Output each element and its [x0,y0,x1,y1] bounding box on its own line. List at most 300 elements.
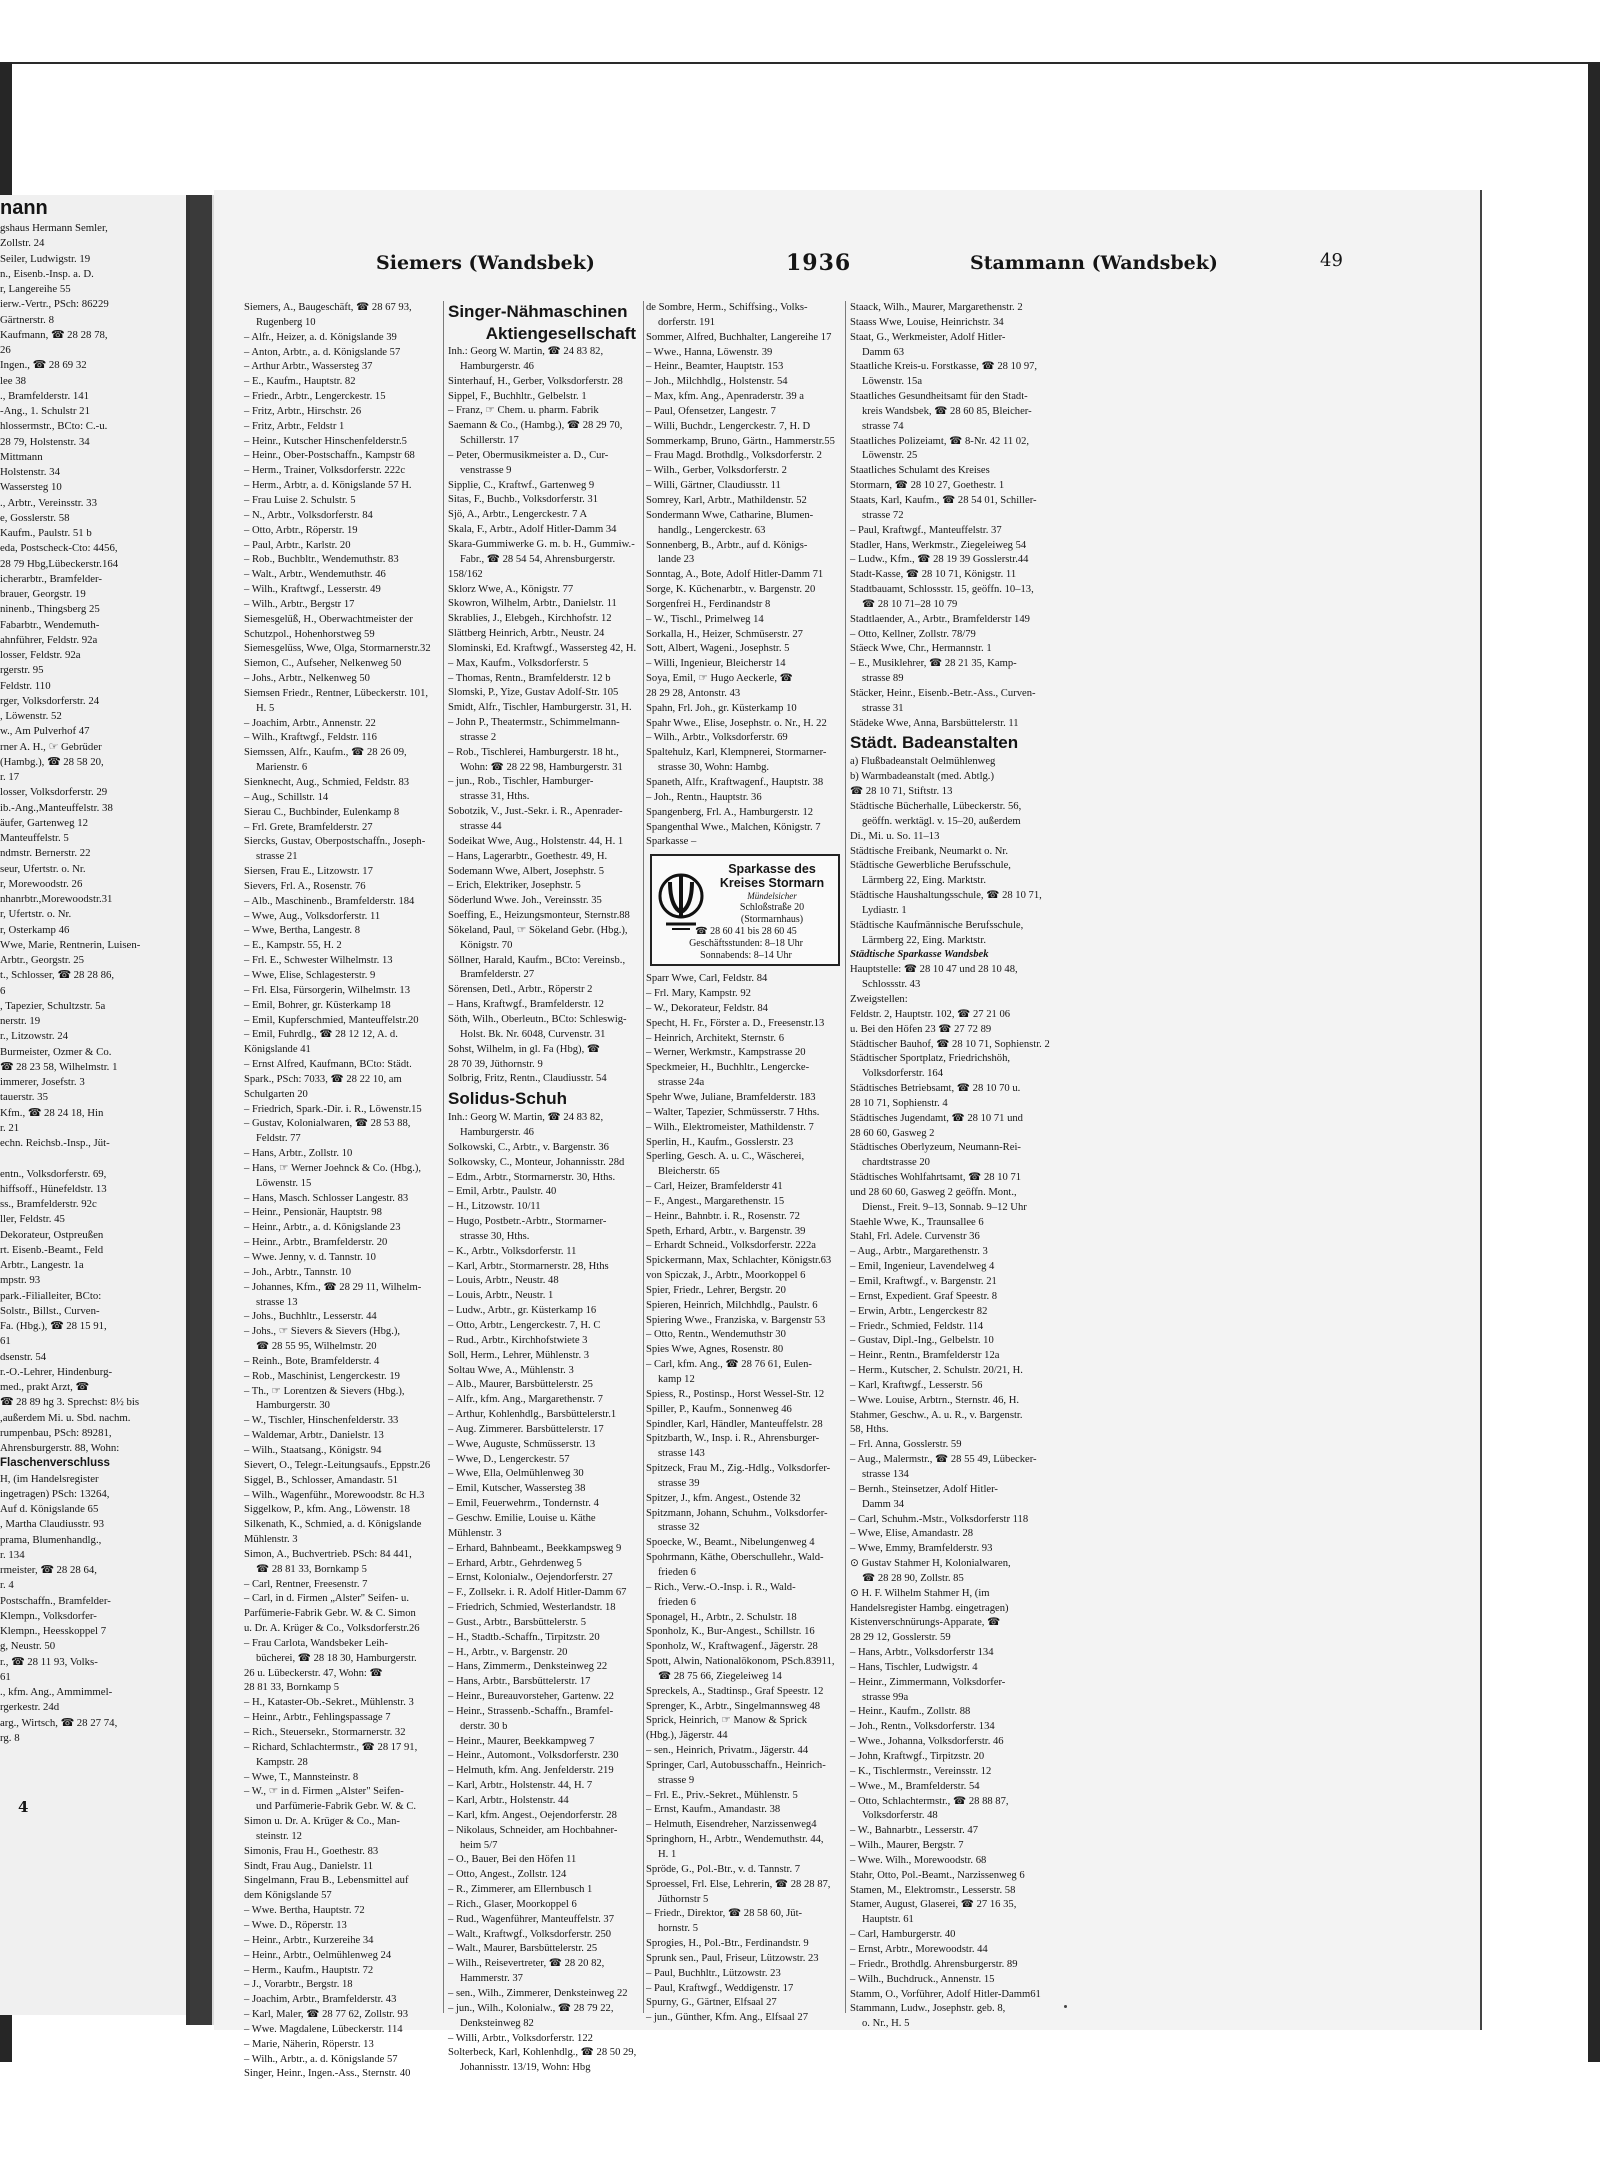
directory-entry-line: Sinterhauf, H., Gerber, Volksdorferstr. 28 [448,375,623,387]
directory-entry-line: – Wwe, Elise, Schlagesterstr. 9 [244,969,376,981]
directory-entry-line: – Aug. Zimmerer. Barsbüttelerstr. 17 [448,1423,604,1435]
directory-entry-line: – Friedr., Direktor, ☎ 28 58 60, Jüt- [646,1908,803,1920]
directory-entry-line: Spreckels, A., Stadtinsp., Graf Speestr. 12 [646,1685,824,1697]
directory-entry-line: 158/162 [448,568,483,580]
directory-entry-line: Skrablies, J., Elebgeh., Kirchhofstr. 12 [448,613,612,625]
directory-entry-line: – Reinh., Bote, Bramfelderstr. 4 [244,1355,380,1367]
directory-entry-line: Städtischer Sportplatz, Friedrichshöh, [850,1053,1011,1065]
directory-entry-line: Sklorz Wwe, A., Königstr. 77 [448,583,574,595]
directory-entry-line: Staatliches Gesundheitsamt für den Stadt- [850,391,1028,403]
directory-entry-line: – Heinr., Bahnbtr. i. R., Rosenstr. 72 [646,1210,800,1222]
left-page-line: Ahrensburgerstr. 88, Wohn: [0,1442,120,1454]
directory-entry-line: Sommer, Alfred, Buchhalter, Langereihe 17 [646,331,832,343]
directory-entry-line: – Carl, Heizer, Bramfelderstr 41 [646,1181,783,1193]
directory-entry-line: Sprunk sen., Paul, Friseur, Lützowstr. 23 [646,1952,819,1964]
directory-entry-line: Lärmberg 22, Eing. Marktstr. [862,934,986,946]
book-gutter [190,195,212,2025]
directory-entry-line: bücherei, ☎ 28 18 30, Hamburgerstr. [256,1652,417,1664]
left-page-line: , Löwenstr. 52 [0,710,62,722]
directory-entry-line: Sievert, O., Telegr.-Leitungsaufs., Eppstr.26 [244,1459,431,1471]
directory-entry-line: Sobotzik, V., Just.-Sekr. i. R., Apenrader- [448,806,623,818]
directory-entry-line: ⊙ H. F. Wilhelm Stahmer H, (im [850,1587,990,1599]
directory-entry-line: – Alb., Maurer, Barsbüttelerstr. 25 [448,1379,593,1391]
directory-entry-line: ☎ 28 10 71–28 10 79 [862,598,958,610]
directory-entry-line: – Alfr., Heizer, a. d. Königslande 39 [244,331,397,343]
left-page-line: (Hambg.), ☎ 28 58 20, [0,755,104,768]
directory-entry-line: und 28 60 60, Gasweg 2 geöffn. Mont., [850,1186,1017,1198]
column-rule-1 [443,301,444,2013]
left-page-line: e, Gosslerstr. 58 [0,511,70,524]
directory-entry-line: – Wwe, Emmy, Bramfelderstr. 93 [850,1543,993,1555]
left-page-line: losser, Feldstr. 92a [0,649,81,661]
directory-entry-line: – Wwe. D., Röperstr. 13 [244,1919,347,1931]
sparkasse-hours-saturday: Sonnabends: 8–14 Uhr [700,950,792,962]
directory-entry-line: – Helmuth, Eisendreher, Narzissenweg4 [646,1819,817,1831]
sparkasse-name-2: Kreises Stormarn [719,876,825,891]
directory-entry-line: – Wwe, Bertha, Langestr. 8 [244,925,361,937]
directory-entry-line: Bramfelderstr. 27 [460,969,535,981]
directory-entry-line: – Alfr., kfm. Ang., Margarethenstr. 7 [448,1394,603,1406]
directory-entry-line: Stamen, M., Elektromstr., Lesserstr. 58 [850,1884,1016,1896]
directory-entry-line: Simonis, Frau H., Goethestr. 83 [244,1845,379,1857]
directory-entry-line: – W., Dekorateur, Feldstr. 84 [646,1002,768,1014]
directory-entry-line: – Paul, Buchhltr., Lützowstr. 23 [646,1967,781,1979]
directory-entry-line: – Gustav, Dipl.-Ing., Gelbelstr. 10 [850,1335,994,1347]
directory-entry-line: – Louis, Arbtr., Neustr. 1 [448,1290,554,1302]
directory-entry-line: – Louis, Arbtr., Neustr. 48 [448,1275,559,1287]
left-page-line: w., Am Pulverhof 47 [0,725,90,738]
left-page-line: H, (im Handelsregister [0,1472,99,1485]
directory-entry-line: Speckmeier, H., Buchhltr., Lengercke- [646,1062,810,1074]
directory-entry-line: – Karl, Arbtr., Holstenstr. 44, H. 7 [448,1780,593,1792]
directory-entry-line: ☎ 28 10 71, Stiftstr. 13 [850,786,953,798]
directory-entry-line: 28 29 12, Gosslerstr. 59 [850,1632,951,1644]
directory-entry-line: Inh.: Georg W. Martin, ☎ 24 83 82, [448,346,604,357]
directory-entry-line: Inh.: Georg W. Martin, ☎ 24 83 82, [448,1112,604,1124]
directory-entry-line: Stäcker, Heinr., Eisenb.-Betr.-Ass., Curven- [850,687,1036,699]
left-page-line: Fabarbtr., Wendemuth- [0,618,100,631]
left-page-line: r., Litzowstr. 24 [0,1030,69,1043]
directory-entry-line: Staehle Wwe, K., Traunsallee 6 [850,1216,984,1228]
left-page-heading: nann [0,197,48,219]
sparkasse-building: (Stormarnhaus) [740,914,804,926]
directory-entry-line: Sperling, Gesch. A. u. C., Wäscherei, [646,1151,805,1163]
directory-entry-line: strasse 44 [460,821,502,832]
directory-entry-line: – Frl. E., Schwester Wilhelmstr. 13 [244,955,393,967]
left-page-line: hiffsoff., Hünefeldstr. 13 [0,1182,107,1195]
directory-entry-line: Sodemann Wwe, Albert, Josephstr. 5 [448,865,605,877]
directory-entry-line: – jun., Günther, Kfm. Ang., Elfsaal 27 [646,2012,808,2024]
left-page-line: Flaschenverschluss [0,1457,110,1470]
left-page-column [0,195,190,1746]
left-page-line: n., Eisenb.-Insp. a. D. [0,267,94,280]
directory-entry-line: Söllner, Harald, Kaufm., BCto: Vereinsb., [448,954,626,966]
directory-entry-line: Stadler, Hans, Werkmstr., Ziegeleiweg 54 [850,539,1027,551]
directory-entry-line: – Wilh., Staatsang., Königstr. 94 [244,1444,382,1456]
directory-entry-line: – Friedrich, Spark.-Dir. i. R., Löwenstr.15 [244,1103,422,1115]
directory-entry-line: – Erwin, Arbtr., Lengerckestr 82 [850,1305,988,1317]
directory-entry-line: – Wilh., Buchdruck., Annenstr. 15 [850,1973,995,1985]
directory-entry-line: Sponholz, K., Bur-Angest., Schillstr. 16 [646,1626,815,1638]
directory-entry-line: – Wilh., Reisevertreter, ☎ 28 20 82, [448,1958,605,1970]
directory-entry-line: Spindler, Karl, Händler, Manteuffelstr. 28 [646,1418,823,1430]
directory-entry-line: 28 70 39, Jüthornstr. 9 [448,1058,543,1070]
left-page-line: Arbtr., Georgstr. 25 [0,954,85,966]
directory-entry-line: Slättberg Heinrich, Arbtr., Neustr. 24 [448,628,605,640]
directory-column-1 [244,301,440,2080]
directory-entry-line: – W., Tischl., Primelweg 14 [646,613,764,625]
directory-entry-line: Spies Wwe, Agnes, Rosenstr. 80 [646,1344,784,1356]
directory-entry-line: – Wwe., Hanna, Löwenstr. 39 [646,346,773,358]
sparkasse-name-1: Sparkasse des [728,862,816,877]
directory-entry-line: – Ernst, Expedient. Graf Speestr. 8 [850,1290,998,1302]
directory-entry-line: o. Nr., H. 5 [862,2018,910,2030]
directory-entry-line: – Johs., Buchhltr., Lesserstr. 44 [244,1311,377,1323]
directory-entry-line: Sommerkamp, Bruno, Gärtn., Hammerstr.55 [646,435,835,447]
directory-entry-line: Sorkalla, H., Heizer, Schmüserstr. 27 [646,628,803,640]
directory-entry-line: – Heinrich, Architekt, Sternstr. 6 [646,1032,784,1044]
directory-entry-line: Sprogies, H., Pol.-Btr., Ferdinandstr. 9 [646,1938,809,1950]
directory-entry-line: – Max, kfm. Ang., Apenraderstr. 39 a [646,391,804,403]
directory-entry-line: – Wwe. Bertha, Hauptstr. 72 [244,1905,365,1917]
directory-entry-line: – Frau Magd. Brothdlg., Volksdorferstr. 2 [646,450,822,462]
directory-entry-line: – Walt., Arbtr., Wendemuthstr. 46 [244,569,386,581]
directory-entry-line: Solbrig, Fritz, Rentn., Claudiusstr. 54 [448,1073,607,1085]
directory-entry-line: – Rob., Tischlerei, Hamburgerstr. 18 ht., [448,746,619,758]
left-page-line: med., prakt Arzt, ☎ [0,1381,90,1393]
directory-entry-line: – Rich., Steuersekr., Stormarnerstr. 32 [244,1727,406,1738]
directory-entry-line: Schlossstr. 43 [862,979,921,991]
left-page-line: icherarbtr., Bramfelder- [0,572,103,585]
directory-entry-line: – Frl. Anna, Gosslerstr. 59 [850,1439,962,1451]
directory-entry-line: Handelsregister Hambg. eingetragen) [850,1602,1009,1614]
directory-entry-line: – Friedr., Brothdlg. Ahrensburgerstr. 89 [850,1958,1018,1970]
directory-entry-line: – H., Stadtb.-Schaffn., Tirpitzstr. 20 [448,1631,600,1643]
directory-entry-line: Spitzmann, Johann, Schuhm., Volksdorfer- [646,1507,828,1519]
directory-entry-line: Mühlenstr. 3 [448,1527,502,1539]
left-page-line: rner A. H., ☞ Gebrüder [0,740,102,753]
left-page-line: ,außerdem Mi. u. Sbd. nachm. [0,1411,131,1424]
directory-entry-line: Spiering Wwe., Franziska, v. Bargenstr 53 [646,1314,826,1326]
directory-entry-line: Rugenberg 10 [256,316,316,328]
directory-entry-line: Spaneth, Alfr., Kraftwagenf., Hauptstr. 38 [646,777,824,788]
directory-entry-line: Sparkasse – [646,836,697,848]
directory-entry-line: ☎ 28 75 66, Ziegeleiweg 14 [658,1670,782,1682]
directory-entry-line: frieden 6 [658,1566,696,1578]
directory-entry-line: – Aug., Arbtr., Margarethenstr. 3 [850,1246,988,1258]
directory-entry-line: – Joachim, Arbtr., Bramfelderstr. 43 [244,1994,397,2006]
directory-entry-line: H. 5 [256,702,275,714]
directory-entry-line: – Wilh., Arbtr., Volksdorferstr. 69 [646,732,788,744]
directory-entry-line: Sponholz, W., Kraftwagenf., Jägerstr. 28 [646,1641,818,1653]
directory-entry-line: – Hugo, Postbetr.-Arbtr., Stormarner- [448,1216,607,1228]
directory-entry-line: strasse 24a [658,1077,705,1089]
directory-entry-line: – Hans, ☞ Werner Joehnck & Co. (Hbg.), [244,1162,422,1174]
directory-entry-line: Sipplie, C., Kraftwf., Gartenweg 9 [448,479,595,491]
directory-entry-line: Sondermann Wwe, Catharine, Blumen- [646,509,814,521]
left-page-line: rger, Volksdorferstr. 24 [0,694,100,707]
directory-entry-line: – Wwe, Ella, Oelmühlenweg 30 [448,1468,584,1480]
directory-entry-line: – Wilh., Maurer, Bergstr. 7 [850,1840,964,1852]
directory-entry-line: ☎ 28 55 95, Wilhelmstr. 20 [256,1341,377,1353]
directory-entry-line: – Th., ☞ Lorentzen & Sievers (Hbg.), [244,1385,405,1397]
directory-entry-line: – Aug., Malermstr., ☎ 28 55 49, Lübecker- [850,1454,1037,1466]
directory-entry-line: – Wilh., Arbtr., Bergstr 17 [244,598,355,610]
directory-entry-line: – F., Angest., Margarethenstr. 15 [646,1195,785,1207]
directory-entry-line: Siggel, B., Schlosser, Amandastr. 51 [244,1474,399,1486]
directory-entry-line: – Emil, Kraftwgf., v. Bargenstr. 21 [850,1276,997,1287]
scan-border-right [1588,62,1600,2062]
directory-entry-line: – Johs., Arbtr., Nelkenweg 50 [244,673,370,685]
directory-entry-line: – Heinr., Strassenb.-Schaffn., Bramfel- [448,1705,614,1717]
sparkasse-address: Schloßstraße 20 [739,902,805,914]
left-page-line: Kaufm., Paulstr. 51 b [0,527,92,539]
directory-entry-line: Sprenger, K., Arbtr., Singelmannsweg 48 [646,1700,821,1712]
left-page-line: r, Ufertstr. o. Nr. [0,908,72,921]
left-page-line: 61 [0,1670,11,1683]
directory-entry-line: ☎ 28 28 90, Zollstr. 85 [862,1572,964,1584]
directory-entry-line: – Walt., Maurer, Barsbüttelerstr. 25 [448,1943,598,1955]
directory-entry-line: Hamburgerstr. 46 [460,1127,534,1139]
left-page-line: lee 38 [0,374,27,387]
directory-entry-line: Soya, Emil, ☞ Hugo Aeckerle, ☎ [646,673,793,685]
left-page-line: r. 17 [0,771,20,783]
directory-entry-line: – sen., Wilh., Zimmerer, Denksteinweg 22 [448,1987,628,1999]
directory-entry-line: – Gust., Arbtr., Barsbüttelerstr. 5 [448,1616,587,1628]
directory-entry-line: Söth, Wilh., Oberleutn., BCto: Schleswig- [448,1013,627,1025]
directory-entry-line: de Sombre, Herm., Schiffsing., Volks- [646,302,808,313]
directory-entry-line: Zweigstellen: [850,993,908,1005]
directory-entry-line: – Erhard, Arbtr., Gehrdenweg 5 [448,1557,582,1569]
directory-entry-line: strasse 30, Wohn: Hambg. [658,762,770,774]
left-page-line: ller, Feldstr. 45 [0,1213,65,1226]
print-speck [1064,2005,1067,2008]
directory-entry-line: – Erhard, Bahnbeamt., Beekkampsweg 9 [448,1542,622,1554]
left-page-line: ib.-Ang.,Manteuffelstr. 38 [0,801,113,814]
directory-entry-line: – Ludw., Kfm., ☎ 28 19 39 Gosslerstr.44 [850,554,1029,566]
left-page-line: rumpenbau, PSch: 89281, [0,1426,112,1439]
directory-entry-line: 58, Hths. [850,1424,889,1436]
left-page-line: 26 [0,344,11,356]
left-page-line: , Tapezier, Schultzstr. 5a [0,999,106,1012]
directory-entry-line: – Heinr., Arbtr., Bramfelderstr. 20 [244,1237,388,1249]
left-page-line: ndmstr. Bernerstr. 22 [0,847,91,860]
directory-entry-line: derstr. 30 b [460,1720,508,1732]
directory-entry-line: – J., Vorarbtr., Bergstr. 18 [244,1979,353,1991]
directory-entry-line: – Friedr., Schmied, Feldstr. 114 [850,1320,984,1332]
directory-entry-line: Stahr, Otto, Pol.-Beamt., Narzissenweg 6 [850,1869,1025,1881]
column-rule-3 [845,301,846,2013]
directory-entry-line: Sienknecht, Aug., Schmied, Feldstr. 83 [244,777,410,788]
directory-entry-line: geöffn. werktägl. v. 15–20, außerdem [862,815,1021,827]
directory-entry-line: Damm 34 [862,1498,905,1510]
directory-entry-line: – Bernh., Steinsetzer, Adolf Hitler- [850,1483,998,1495]
directory-entry-line: – Ernst Alfred, Kaufmann, BCto: Städt. [244,1059,412,1071]
directory-entry-line: kreis Wandsbek, ☎ 28 60 85, Bleicher- [862,405,1032,417]
directory-entry-line: Löwenstr. 25 [862,450,918,462]
directory-entry-line: Sievers, Frl. A., Rosenstr. 76 [244,880,366,892]
left-page-line: Burmeister, Ozmer & Co. [0,1045,112,1058]
directory-entry-line: – Heinr., Pensionär, Hauptstr. 98 [244,1207,382,1219]
directory-entry-line: Siersen, Frau E., Litzowstr. 17 [244,866,373,878]
left-page-line: rmeister, ☎ 28 28 64, [0,1564,97,1576]
directory-entry-line: – K., Arbtr., Volksdorferstr. 11 [448,1245,577,1257]
directory-entry-line: 28 60 60, Gasweg 2 [850,1127,935,1139]
directory-entry-line: – Carl, kfm. Ang., ☎ 28 76 61, Eulen- [646,1359,812,1371]
directory-entry-line: Spangenthal Wwe., Malchen, Königstr. 7 [646,821,821,833]
directory-entry-line: – Max, Kaufm., Volksdorferstr. 5 [448,657,589,669]
directory-entry-line: Sierau C., Buchbinder, Eulenkamp 8 [244,806,400,818]
directory-entry-line: Hammerstr. 37 [460,1973,523,1985]
directory-entry-line: Soltau Wwe, A., Mühlenstr. 3 [448,1364,574,1376]
directory-entry-line: Spröde, G., Pol.-Btr., v. d. Tannstr. 7 [646,1863,801,1875]
directory-entry-line: – Emil, Kutscher, Wassersteg 38 [448,1483,586,1495]
directory-entry-line: strasse 31 [862,702,904,714]
directory-entry-line: Spiess, R., Postinsp., Horst Wessel-Str. 12 [646,1388,825,1400]
directory-entry-line: Jüthornstr 5 [658,1893,709,1905]
directory-entry-line: Staat, G., Werkmeister, Adolf Hitler- [850,331,1006,343]
directory-entry-line: – Joh., Rentn., Hauptstr. 36 [646,791,762,803]
left-page-line: Wassersteg 10 [0,481,62,494]
directory-entry-line: – O., Bauer, Bei den Höfen 11 [448,1854,577,1866]
directory-entry-line: – Wwe. Magdalene, Lübeckerstr. 114 [244,2023,403,2035]
directory-entry-line: – Paul, Ofensetzer, Langestr. 7 [646,405,776,417]
directory-entry-line: Springhorn, H., Arbtr., Wendemuthstr. 44, [646,1834,824,1846]
directory-entry-line: – Helmuth, kfm. Ang. Jenfelderstr. 219 [448,1765,614,1777]
directory-entry-line: Löwenstr. 15a [862,376,923,388]
directory-entry-line: – Hans, Tischler, Ludwigstr. 4 [850,1661,978,1673]
directory-entry-line: – Ernst, Arbtr., Morewoodstr. 44 [850,1943,988,1955]
directory-entry-line: – Heinr., Ober-Postschaffn., Kampstr 68 [244,450,415,462]
directory-entry-line: Städtisches Wohlfahrtsamt, ☎ 28 10 71 [850,1172,1022,1184]
directory-entry-line: Slomski, P., Yize, Gustav Adolf-Str. 105 [448,687,619,699]
left-page-line: t., Schlosser, ☎ 28 28 86, [0,969,115,982]
directory-entry-line: – jun., Wilh., Kolonialw., ☎ 28 79 22, [448,2002,614,2014]
directory-entry-line: – Paul, Kraftwgf., Manteuffelstr. 37 [850,524,1002,536]
directory-entry-line: Spohrmann, Käthe, Oberschullehr., Wald- [646,1552,824,1564]
directory-entry-line: strasse 30, Hths. [460,1230,530,1242]
directory-entry-line: – Arthur, Kohlenhdlg., Barsbüttelerstr.1 [448,1409,617,1421]
directory-entry-line: – Aug., Schillstr. 14 [244,791,329,803]
left-page-line: 6 [0,984,6,997]
directory-entry-line: Simon u. Dr. A. Krüger & Co., Man- [244,1816,400,1828]
left-page-line: 28 79, Holstenstr. 34 [0,435,90,448]
directory-entry-line: lande 23 [658,554,695,566]
left-page-line: brauer, Georgstr. 19 [0,588,86,600]
directory-entry-line: Sponagel, H., Arbtr., 2. Schulstr. 18 [646,1611,797,1623]
directory-entry-line: – Willi, Gärtner, Claudiusstr. 11 [646,480,781,492]
directory-entry-line: Lärmberg 22, Eing. Marktstr. [862,875,986,887]
directory-entry-line: Spoecke, W., Beamt., Nibelungenweg 4 [646,1537,815,1549]
directory-entry-line: kamp 12 [658,1374,695,1385]
directory-entry-line: Staats, Karl, Kaufm., ☎ 28 54 01, Schiller- [850,494,1037,506]
directory-entry-line: – Frau Luise 2. Schulstr. 5 [244,494,356,506]
directory-entry-line: Spiller, P., Kaufm., Sonnenweg 46 [646,1403,792,1415]
directory-entry-line: – Peter, Obermusikmeister a. D., Cur- [448,449,609,461]
directory-entry-line: Slominski, Ed. Kraftwgf., Wassersteg 42, H. [448,642,637,654]
directory-entry-line: – Alb., Maschinenb., Bramfelderstr. 184 [244,895,415,907]
directory-entry-line: Spahn, Frl. Joh., gr. Küsterkamp 10 [646,702,797,714]
directory-entry-line: – Wwe., M., Bramfelderstr. 54 [850,1780,980,1792]
directory-entry-line: Volksdorferstr. 164 [862,1068,944,1080]
directory-entry-line: – Hans, Arbtr., Barsbüttelerstr. 17 [448,1676,591,1688]
directory-entry-line: dorferstr. 191 [658,316,716,328]
left-page-line: g, Neustr. 50 [0,1640,56,1653]
header-left-running-title: Siemers (Wandsbek) [376,252,595,274]
directory-entry-line: Kampstr. 28 [256,1756,308,1768]
directory-entry-line: – Otto, Kellner, Zollstr. 78/79 [850,628,976,640]
directory-entry-line: – Friedrich, Schmied, Westerlandstr. 18 [448,1602,616,1614]
left-page-line: dsenstr. 54 [0,1350,47,1363]
directory-entry-line: – Heinr., Beamter, Hauptstr. 153 [646,361,784,373]
directory-entry-line: Sperlin, H., Kaufm., Gosslerstr. 23 [646,1136,794,1148]
directory-entry-line: – Emil, Fuhrdlg., ☎ 28 12 12, A. d. [244,1029,398,1041]
directory-entry-line: – Arthur Arbtr., Wassersteg 37 [244,361,373,373]
directory-entry-line: Siercks, Gustav, Oberpostschaffn., Joseph- [244,836,426,848]
directory-entry-line: – Emil, Bohrer, gr. Küsterkamp 18 [244,999,391,1011]
directory-entry-line: Solterbeck, Karl, Kohlenhdlg., ☎ 28 50 29, [448,2047,637,2059]
directory-entry-line: Stadt-Kasse, ☎ 28 10 71, Königstr. 11 [850,569,1017,581]
badeanstalten-heading: Städt. Badeanstalten [850,733,1019,753]
directory-entry-line: – John P., Theatermstr., Schimmelmann- [448,717,620,729]
directory-entry-line: – Heinr., Arbtr., Fehlingspassage 7 [244,1712,391,1724]
directory-entry-line: – Wwe, Auguste, Schmüsserstr. 13 [448,1438,596,1450]
directory-entry-line: strasse 143 [658,1448,705,1460]
directory-entry-line: – Joh., Arbtr., Tannstr. 10 [244,1266,352,1278]
directory-entry-line: – Wilh., Kraftwgf., Lesserstr. 49 [244,584,381,596]
directory-entry-line: – Carl, in d. Firmen „Alster" Seifen- u. [244,1593,409,1605]
directory-entry-line: 26 u. Lübeckerstr. 47, Wohn: ☎ [244,1667,383,1679]
directory-entry-line: Sohst, Wilhelm, in gl. Fa (Hbg), ☎ [448,1043,601,1055]
left-page-line: 61 [0,1335,11,1348]
directory-entry-line: Solkowsky, C., Monteur, Johannisstr. 28d [448,1156,625,1168]
left-page-line: rg. 8 [0,1731,20,1744]
directory-entry-line: – Richard, Schlachtermstr., ☎ 28 17 91, [244,1741,418,1753]
directory-entry-line: Marienstr. 6 [256,762,308,774]
directory-entry-line: Siemers, A., Baugeschäft, ☎ 28 67 93, [244,302,412,313]
directory-entry-line: – Johs., ☞ Sievers & Sievers (Hbg.), [244,1326,401,1338]
directory-entry-line: – Franz, ☞ Chem. u. pharm. Fabrik [448,405,599,417]
left-page-line: Kaufmann, ☎ 28 28 78, [0,328,108,341]
directory-entry-line: – Otto, Angest., Zollstr. 124 [448,1869,567,1881]
singer-advert-title: Singer-Nähmaschinen [448,302,628,321]
solidus-schuh-advert: Solidus-Schuh [448,1089,567,1109]
directory-entry-line: – Walter, Tapezier, Schmüsserstr. 7 Hths. [646,1106,820,1118]
directory-entry-line: – Friedr., Arbtr., Lengerckestr. 15 [244,391,386,403]
directory-entry-line: Sjö, A., Arbtr., Lengerckestr. 7 A [448,509,588,521]
directory-column-4 [850,301,1060,2030]
left-page-line: nerstr. 19 [0,1015,41,1027]
directory-entry-line: – Heinr., Arbtr., a. d. Königslande 23 [244,1222,401,1234]
directory-entry-line: – Emil, Kupferschmied, Manteuffelstr.20 [244,1014,419,1026]
directory-entry-line: – Heinr., Arbtr., Kurzereihe 34 [244,1934,374,1946]
directory-entry-line: – Otto, Arbtr., Röperstr. 19 [244,524,358,536]
directory-entry-line: strasse 21 [256,851,298,863]
left-page-line: r. 134 [0,1548,25,1561]
directory-entry-line: Städtischer Bauhof, ☎ 28 10 71, Sophienstr. 2 [850,1038,1050,1050]
left-page-line: echn. Reichsb.-Insp., Jüt- [0,1137,110,1149]
directory-entry-line: – sen., Heinrich, Privatm., Jägerstr. 44 [646,1745,809,1757]
directory-entry-line: strasse 72 [862,509,904,521]
left-page-line: r., ☎ 28 11 93, Volks- [0,1655,98,1668]
directory-entry-line: – Hans, Arbtr., Zollstr. 10 [244,1148,353,1160]
directory-entry-line: Stamm, O., Vorführer, Adolf Hitler-Damm61 [850,1988,1041,2000]
directory-entry-line: Speth, Erhard, Arbtr., v. Bargenstr. 39 [646,1225,806,1237]
directory-entry-line: – Frl. Grete, Bramfelderstr. 27 [244,821,373,833]
left-page-line [0,1151,190,1166]
left-page-line: Manteuffelstr. 5 [0,832,69,844]
directory-entry-line: Johannisstr. 13/19, Wohn: Hbg [460,2062,591,2074]
